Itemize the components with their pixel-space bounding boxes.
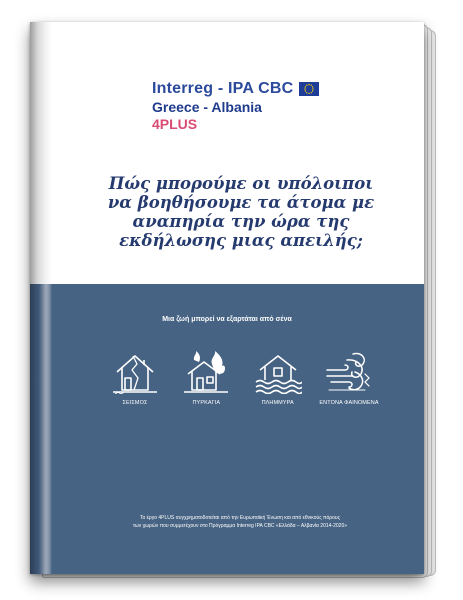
cover-headline <box>70 174 412 250</box>
logo-region-text: Greece - Albania <box>152 99 262 115</box>
logo-brand-text: Interreg - IPA CBC <box>152 80 294 97</box>
headline-line: Πώς μπορούμε οι υπόλοιποι <box>108 174 374 193</box>
hazard-label: ΕΝΤΟΝΑ ΦΑΙΝΟΜΕΝΑ <box>319 400 379 406</box>
hazard-storm <box>316 350 382 406</box>
funding-line: των χωρών που συμμετέχουν στο Πρόγραμμα Interreg IPA CBC «Ελλάδα – Αλβανία 2014-2020» <box>132 523 348 529</box>
funding-statement <box>70 514 410 530</box>
earthquake-house-icon <box>111 350 159 394</box>
fire-house-icon <box>182 350 230 394</box>
hazard-label: ΠΥΡΚΑΓΙΑ <box>192 400 221 406</box>
flood-house-icon <box>254 350 302 394</box>
logo-project-text: 4PLUS <box>152 116 198 132</box>
hazard-flood <box>245 350 311 406</box>
hazard-row <box>102 350 382 406</box>
tagline: Μια ζωή μπορεί να εξαρτάται από σένα <box>162 316 292 323</box>
interreg-logo <box>152 80 319 132</box>
funding-line: Το έργο 4PLUS συγχρηματοδοτείται από την Ευρωπαϊκή Ένωση και από εθνικούς πόρους <box>139 515 341 521</box>
hazard-label: ΣΕΙΣΜΟΣ <box>122 400 148 406</box>
brochure-cover <box>30 22 424 574</box>
headline-line: να βοηθήσουμε τα άτομα με <box>107 193 375 212</box>
hazard-label: ΠΛΗΜΜΥΡΑ <box>261 400 294 406</box>
spine-shadow-dark <box>30 284 52 574</box>
headline-line: αναπηρία την ώρα της <box>132 212 350 231</box>
hazard-fire <box>173 350 239 406</box>
eu-flag-icon <box>299 82 319 96</box>
headline-line: εκδήλωσης μιας απειλής; <box>119 231 363 250</box>
cover-bottom-panel <box>30 284 424 574</box>
hazard-earthquake <box>102 350 168 406</box>
cover-top <box>30 22 424 284</box>
storm-wind-icon <box>325 350 373 394</box>
